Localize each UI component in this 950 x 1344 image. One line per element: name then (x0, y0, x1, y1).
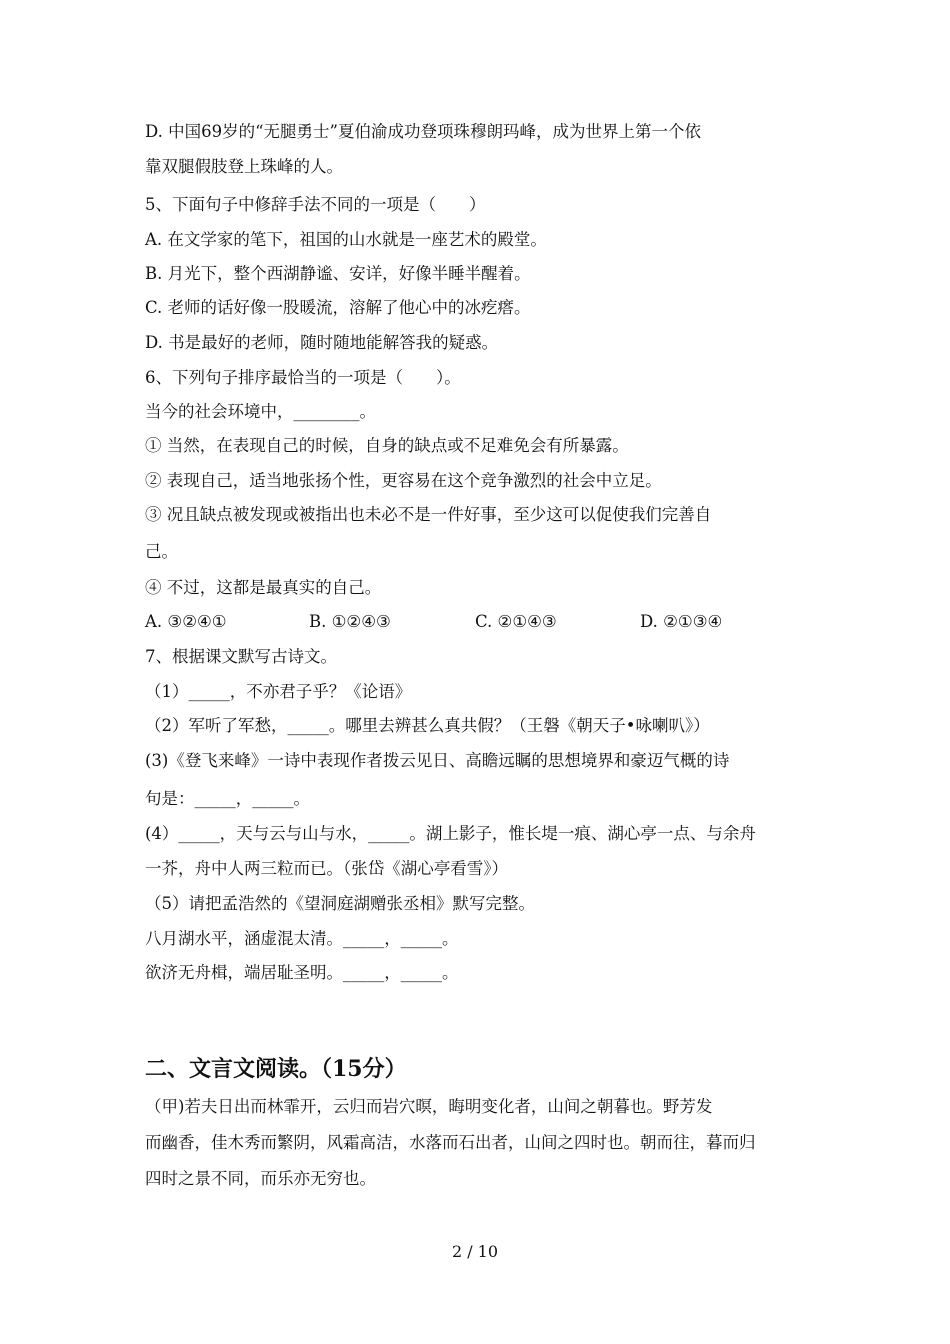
page-number: 2 / 10 (451, 1242, 499, 1261)
passage-line-3: 四时之景不同，而乐亦无穷也。 (145, 1169, 376, 1188)
q7-item-1: （1）_____，不亦君子乎？《论语》 (145, 682, 412, 701)
q5-option-d: D. 书是最好的老师，随时随地能解答我的疑惑。 (145, 333, 499, 352)
q6-sentence-1: ① 当然，在表现自己的时候，自身的缺点或不足难免会有所暴露。 (145, 436, 629, 455)
q5-prompt: 5、下面句子中修辞手法不同的一项是（ ） (145, 195, 486, 214)
q6-sentence-3-line1: ③ 况且缺点被发现或被指出也未必不是一件好事，至少这可以促使我们完善自 (145, 505, 712, 524)
q7-item-3-line1: (3)《登飞来峰》一诗中表现作者拨云见日、高瞻远瞩的思想境界和豪迈气概的诗 (145, 751, 730, 770)
q6-prompt: 6、下列句子排序最恰当的一项是（ ）。 (145, 368, 461, 387)
q7-poem-line2: 欲济无舟楫，端居耻圣明。_____，_____。 (145, 963, 459, 982)
passage-line-1: （甲)若夫日出而林霏开，云归而岩穴暝，晦明变化者，山间之朝暮也。野芳发 (145, 1097, 713, 1116)
q6-option-a: A. ③②④① (145, 612, 227, 631)
q7-item-5: （5）请把孟浩然的《望洞庭湖赠张丞相》默写完整。 (145, 894, 535, 913)
q5-option-a: A. 在文学家的笔下，祖国的山水就是一座艺术的殿堂。 (145, 230, 547, 249)
q7-poem-line1: 八月湖水平，涵虚混太清。_____，_____。 (145, 929, 459, 948)
q5-option-b: B. 月光下，整个西湖静谧、安详，好像半睡半醒着。 (145, 264, 531, 283)
q7-item-4-line2: 一芥，舟中人两三粒而已。（张岱《湖心亭看雪》） (145, 859, 508, 878)
q6-option-b: B. ①②④③ (309, 612, 391, 631)
q7-prompt: 7、根据课文默写古诗文。 (145, 647, 337, 666)
q6-sentence-3-line2: 己。 (145, 542, 178, 561)
q6-sentence-2: ② 表现自己，适当地张扬个性，更容易在这个竞争激烈的社会中立足。 (145, 471, 662, 490)
q5-option-c: C. 老师的话好像一股暖流，溶解了他心中的冰疙瘩。 (145, 298, 531, 317)
section-heading: 二、文言文阅读。（15分） (145, 1056, 407, 1082)
q6-sentence-4: ④ 不过，这都是最真实的自己。 (145, 578, 382, 597)
q7-item-4-line1: (4）_____，天与云与山与水，_____。湖上影子，惟长堤一痕、湖心亭一点、与余舟 (145, 824, 756, 843)
q6-stem: 当今的社会环境中，________。 (145, 402, 376, 421)
q7-item-3-line2: 句是：_____，_____。 (145, 789, 310, 808)
q4-option-d-line2: 靠双腿假肢登上珠峰的人。 (145, 157, 343, 176)
q6-option-d: D. ②①③④ (640, 612, 723, 631)
q4-option-d-line1: D. 中国69岁的“无腿勇士”夏伯渝成功登项珠穆朗玛峰，成为世界上第一个依 (145, 122, 701, 141)
passage-line-2: 而幽香，佳木秀而繁阴，风霜高洁，水落而石出者，山间之四时也。朝而往，暮而归 (145, 1133, 756, 1152)
q6-option-c: C. ②①④③ (475, 612, 557, 631)
q7-item-2: （2）军听了军愁，_____。哪里去辨甚么真共假？（王磐《朝天子•咏喇叭》） (145, 716, 710, 735)
